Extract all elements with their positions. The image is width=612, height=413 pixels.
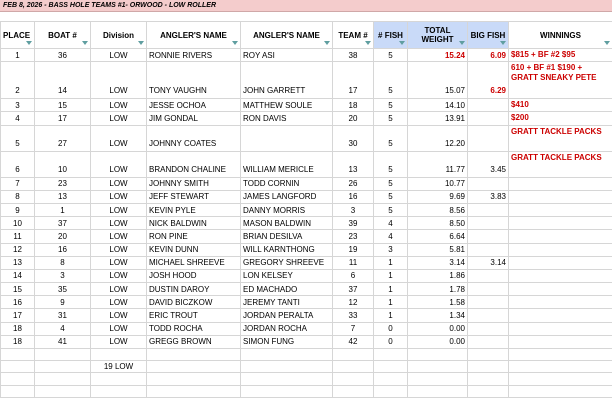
cell-angler-1[interactable]: ERIC TROUT [147,309,241,322]
cell-team[interactable]: 16 [333,190,374,203]
summary-row [1,361,612,373]
cell-total-weight[interactable]: 3.14 [408,256,468,269]
cell-boat[interactable]: 16 [35,243,91,256]
cell-big-fish[interactable] [468,309,509,322]
cell-division[interactable]: LOW [91,243,147,256]
cell-fish[interactable]: 5 [374,99,408,112]
cell-winnings[interactable] [509,177,612,190]
cell-division[interactable]: LOW [91,99,147,112]
cell-total-weight[interactable]: 0.00 [408,322,468,335]
cell-angler-1[interactable]: JESSE OCHOA [147,99,241,112]
table-row [1,203,612,216]
cell-place[interactable]: 14 [1,269,35,282]
cell-fish[interactable]: 0 [374,322,408,335]
cell-team[interactable]: 33 [333,309,374,322]
cell-angler-2[interactable]: ROY ASI [241,49,333,62]
cell-angler-2[interactable]: BRIAN DESILVA [241,230,333,243]
sheet-title: FEB 8, 2026 - BASS HOLE TEAMS #1- ORWOOD - LOW ROLLER [3,2,217,9]
cell-total-weight[interactable]: 8.56 [408,203,468,216]
header-row [1,22,612,49]
blank-row [1,385,612,397]
cell-place[interactable]: 3 [1,99,35,112]
table-row [1,335,612,348]
cell-angler-2[interactable]: RON DAVIS [241,112,333,125]
cell-division[interactable]: LOW [91,49,147,62]
cell-total-weight[interactable]: 14.10 [408,99,468,112]
cell-angler-2[interactable]: TODD CORNIN [241,177,333,190]
table-row [1,269,612,282]
division-count[interactable]: 19 LOW [91,361,147,373]
cell-place[interactable]: 16 [1,296,35,309]
cell-place[interactable]: 8 [1,190,35,203]
col-header-fish[interactable]: # FISH [374,22,408,49]
cell-angler-2[interactable]: WILL KARNTHONG [241,243,333,256]
filter-icon[interactable] [324,41,330,45]
cell-big-fish[interactable]: 6.29 [468,62,509,99]
cell-team[interactable]: 23 [333,230,374,243]
cell-boat[interactable]: 14 [35,62,91,99]
cell-total-weight[interactable]: 0.00 [408,335,468,348]
col-header-total-weight[interactable]: TOTAL WEIGHT [408,22,468,49]
cell-total-weight[interactable]: 11.77 [408,151,468,177]
cell-fish[interactable]: 5 [374,203,408,216]
table-row [1,256,612,269]
cell-total-weight[interactable]: 10.77 [408,177,468,190]
cell-team[interactable]: 13 [333,151,374,177]
cell-team[interactable]: 3 [333,203,374,216]
table-row [1,283,612,296]
cell-boat[interactable]: 8 [35,256,91,269]
cell-total-weight[interactable]: 13.91 [408,112,468,125]
cell-angler-2[interactable]: LON KELSEY [241,269,333,282]
table-row [1,190,612,203]
cell-total-weight[interactable]: 6.64 [408,230,468,243]
cell-division[interactable]: LOW [91,256,147,269]
col-header-team[interactable]: TEAM # [333,22,374,49]
cell-place[interactable]: 5 [1,125,35,151]
cell-angler-2[interactable]: DANNY MORRIS [241,203,333,216]
cell-boat[interactable]: 10 [35,151,91,177]
cell-division[interactable]: LOW [91,230,147,243]
cell-team[interactable]: 20 [333,112,374,125]
cell-angler-1[interactable]: NICK BALDWIN [147,217,241,230]
cell-angler-1[interactable]: JOHNNY COATES [147,125,241,151]
cell-fish[interactable]: 5 [374,151,408,177]
cell-winnings[interactable]: GRATT TACKLE PACKS [509,125,612,151]
cell-angler-2[interactable]: JORDAN PERALTA [241,309,333,322]
cell-team[interactable]: 26 [333,177,374,190]
cell-team[interactable]: 37 [333,283,374,296]
cell-division[interactable]: LOW [91,309,147,322]
cell-winnings[interactable]: GRATT TACKLE PACKS [509,151,612,177]
cell-fish[interactable]: 5 [374,190,408,203]
cell-winnings[interactable] [509,322,612,335]
cell-boat[interactable]: 1 [35,203,91,216]
cell-boat[interactable]: 41 [35,335,91,348]
sheet-title-bar [0,0,612,12]
cell-winnings[interactable] [509,256,612,269]
cell-place[interactable]: 4 [1,112,35,125]
cell-team[interactable]: 17 [333,62,374,99]
cell-place[interactable]: 7 [1,177,35,190]
blank-row [1,349,612,361]
cell-angler-1[interactable]: RON PINE [147,230,241,243]
cell-fish[interactable]: 3 [374,243,408,256]
cell-place[interactable]: 18 [1,335,35,348]
blank-row [1,373,612,385]
cell-place[interactable]: 1 [1,49,35,62]
table-row [1,151,612,177]
cell-total-weight[interactable]: 1.58 [408,296,468,309]
cell-winnings[interactable]: 610 + BF #1 $190 + GRATT SNEAKY PETE [509,62,612,99]
col-header-angler-2[interactable]: ANGLER'S NAME [241,22,333,49]
table-row [1,217,612,230]
cell-team[interactable]: 12 [333,296,374,309]
cell-place[interactable]: 13 [1,256,35,269]
filter-icon[interactable] [232,41,238,45]
cell-fish[interactable]: 4 [374,217,408,230]
cell-team[interactable]: 6 [333,269,374,282]
cell-total-weight[interactable]: 15.07 [408,62,468,99]
cell-division[interactable]: LOW [91,177,147,190]
cell-angler-1[interactable]: GREGG BROWN [147,335,241,348]
table-row [1,62,612,99]
cell-division[interactable]: LOW [91,112,147,125]
cell-division[interactable]: LOW [91,190,147,203]
cell-team[interactable]: 18 [333,99,374,112]
cell-fish[interactable]: 5 [374,62,408,99]
results-table [0,21,612,398]
col-header-winnings[interactable]: WINNINGS [509,22,612,49]
filter-icon[interactable] [459,41,465,45]
cell-place[interactable]: 15 [1,283,35,296]
table-row [1,177,612,190]
table-row [1,49,612,62]
cell-division[interactable]: LOW [91,296,147,309]
cell-winnings[interactable] [509,296,612,309]
cell-angler-1[interactable]: KEVIN PYLE [147,203,241,216]
cell-big-fish[interactable] [468,203,509,216]
cell-boat[interactable]: 9 [35,296,91,309]
cell-place[interactable]: 10 [1,217,35,230]
cell-angler-2[interactable]: WILLIAM MERICLE [241,151,333,177]
cell-total-weight[interactable]: 15.24 [408,49,468,62]
table-row [1,309,612,322]
cell-boat[interactable]: 15 [35,99,91,112]
cell-fish[interactable]: 1 [374,256,408,269]
cell-big-fish[interactable]: 6.09 [468,49,509,62]
cell-big-fish[interactable] [468,230,509,243]
cell-team[interactable]: 19 [333,243,374,256]
cell-angler-1[interactable]: JOHNNY SMITH [147,177,241,190]
cell-angler-1[interactable]: TONY VAUGHN [147,62,241,99]
cell-angler-1[interactable]: RONNIE RIVERS [147,49,241,62]
cell-place[interactable]: 11 [1,230,35,243]
cell-fish[interactable]: 5 [374,112,408,125]
cell-team[interactable]: 42 [333,335,374,348]
cell-place[interactable]: 2 [1,62,35,99]
cell-winnings[interactable] [509,217,612,230]
cell-team[interactable]: 30 [333,125,374,151]
cell-boat[interactable]: 36 [35,49,91,62]
cell-big-fish[interactable] [468,335,509,348]
cell-winnings[interactable]: $410 [509,99,612,112]
cell-winnings[interactable] [509,335,612,348]
cell-angler-1[interactable]: MICHAEL SHREEVE [147,256,241,269]
table-row [1,112,612,125]
filter-icon[interactable] [365,41,371,45]
cell-angler-2[interactable]: MATTHEW SOULE [241,99,333,112]
cell-winnings[interactable]: $815 + BF #2 $95 [509,49,612,62]
cell-angler-2[interactable]: GREGORY SHREEVE [241,256,333,269]
cell-place[interactable]: 18 [1,322,35,335]
cell-boat[interactable]: 17 [35,112,91,125]
cell-angler-2[interactable]: JORDAN ROCHA [241,322,333,335]
cell-winnings[interactable] [509,243,612,256]
cell-big-fish[interactable] [468,296,509,309]
cell-angler-1[interactable]: TODD ROCHA [147,322,241,335]
cell-total-weight[interactable]: 8.50 [408,217,468,230]
cell-angler-1[interactable]: JOSH HOOD [147,269,241,282]
cell-angler-1[interactable]: JIM GONDAL [147,112,241,125]
cell-angler-1[interactable]: JEFF STEWART [147,190,241,203]
cell-fish[interactable]: 4 [374,230,408,243]
cell-boat[interactable]: 27 [35,125,91,151]
cell-winnings[interactable] [509,230,612,243]
cell-big-fish[interactable] [468,125,509,151]
filter-icon[interactable] [604,41,610,45]
cell-fish[interactable]: 1 [374,283,408,296]
cell-big-fish[interactable] [468,322,509,335]
table-row [1,125,612,151]
cell-angler-2[interactable] [241,125,333,151]
cell-division[interactable]: LOW [91,269,147,282]
cell-big-fish[interactable] [468,283,509,296]
cell-big-fish[interactable] [468,269,509,282]
cell-winnings[interactable] [509,190,612,203]
cell-team[interactable]: 38 [333,49,374,62]
cell-angler-1[interactable]: DUSTIN DAROY [147,283,241,296]
cell-total-weight[interactable]: 5.81 [408,243,468,256]
cell-boat[interactable]: 23 [35,177,91,190]
cell-fish[interactable]: 5 [374,125,408,151]
cell-big-fish[interactable] [468,99,509,112]
cell-big-fish[interactable] [468,243,509,256]
table-row [1,296,612,309]
cell-fish[interactable]: 0 [374,335,408,348]
filter-icon[interactable] [399,41,405,45]
cell-big-fish[interactable] [468,177,509,190]
cell-angler-2[interactable]: ED MACHADO [241,283,333,296]
table-row [1,99,612,112]
cell-winnings[interactable] [509,309,612,322]
cell-boat[interactable]: 3 [35,269,91,282]
cell-big-fish[interactable] [468,217,509,230]
cell-boat[interactable]: 31 [35,309,91,322]
table-row [1,243,612,256]
cell-place[interactable]: 9 [1,203,35,216]
cell-division[interactable]: LOW [91,283,147,296]
cell-place[interactable]: 17 [1,309,35,322]
filter-icon[interactable] [500,41,506,45]
cell-angler-2[interactable]: JEREMY TANTI [241,296,333,309]
cell-total-weight[interactable]: 1.34 [408,309,468,322]
cell-angler-1[interactable]: BRANDON CHALINE [147,151,241,177]
cell-place[interactable]: 6 [1,151,35,177]
cell-winnings[interactable]: $200 [509,112,612,125]
cell-team[interactable]: 11 [333,256,374,269]
cell-division[interactable]: LOW [91,125,147,151]
cell-total-weight[interactable]: 1.78 [408,283,468,296]
table-row [1,322,612,335]
cell-team[interactable]: 39 [333,217,374,230]
cell-boat[interactable]: 37 [35,217,91,230]
cell-winnings[interactable] [509,269,612,282]
cell-angler-2[interactable]: JAMES LANGFORD [241,190,333,203]
cell-total-weight[interactable]: 9.69 [408,190,468,203]
filter-icon[interactable] [138,41,144,45]
cell-division[interactable]: LOW [91,335,147,348]
cell-team[interactable]: 7 [333,322,374,335]
col-header-big-fish[interactable]: BIG FISH [468,22,509,49]
cell-boat[interactable]: 35 [35,283,91,296]
cell-angler-1[interactable]: KEVIN DUNN [147,243,241,256]
cell-angler-2[interactable]: SIMON FUNG [241,335,333,348]
cell-division[interactable]: LOW [91,322,147,335]
cell-fish[interactable]: 1 [374,296,408,309]
cell-angler-1[interactable]: DAVID BICZKOW [147,296,241,309]
col-header-angler-1[interactable]: ANGLER'S NAME [147,22,241,49]
cell-division[interactable]: LOW [91,62,147,99]
cell-big-fish[interactable] [468,112,509,125]
filter-icon[interactable] [82,41,88,45]
cell-total-weight[interactable]: 12.20 [408,125,468,151]
cell-angler-2[interactable]: MASON BALDWIN [241,217,333,230]
cell-division[interactable]: LOW [91,217,147,230]
cell-division[interactable]: LOW [91,151,147,177]
cell-place[interactable]: 12 [1,243,35,256]
filter-icon[interactable] [26,41,32,45]
cell-boat[interactable]: 20 [35,230,91,243]
cell-boat[interactable]: 13 [35,190,91,203]
cell-big-fish[interactable]: 3.83 [468,190,509,203]
cell-winnings[interactable] [509,203,612,216]
cell-boat[interactable]: 4 [35,322,91,335]
col-header-division[interactable]: Division [91,22,147,49]
col-header-boat[interactable]: BOAT # [35,22,91,49]
col-header-place[interactable]: PLACE [1,22,35,49]
cell-winnings[interactable] [509,283,612,296]
cell-angler-2[interactable]: JOHN GARRETT [241,62,333,99]
cell-fish[interactable]: 5 [374,49,408,62]
cell-fish[interactable]: 5 [374,177,408,190]
cell-big-fish[interactable]: 3.45 [468,151,509,177]
cell-big-fish[interactable]: 3.14 [468,256,509,269]
cell-division[interactable]: LOW [91,203,147,216]
cell-fish[interactable]: 1 [374,309,408,322]
table-row [1,230,612,243]
cell-total-weight[interactable]: 1.86 [408,269,468,282]
cell-fish[interactable]: 1 [374,269,408,282]
